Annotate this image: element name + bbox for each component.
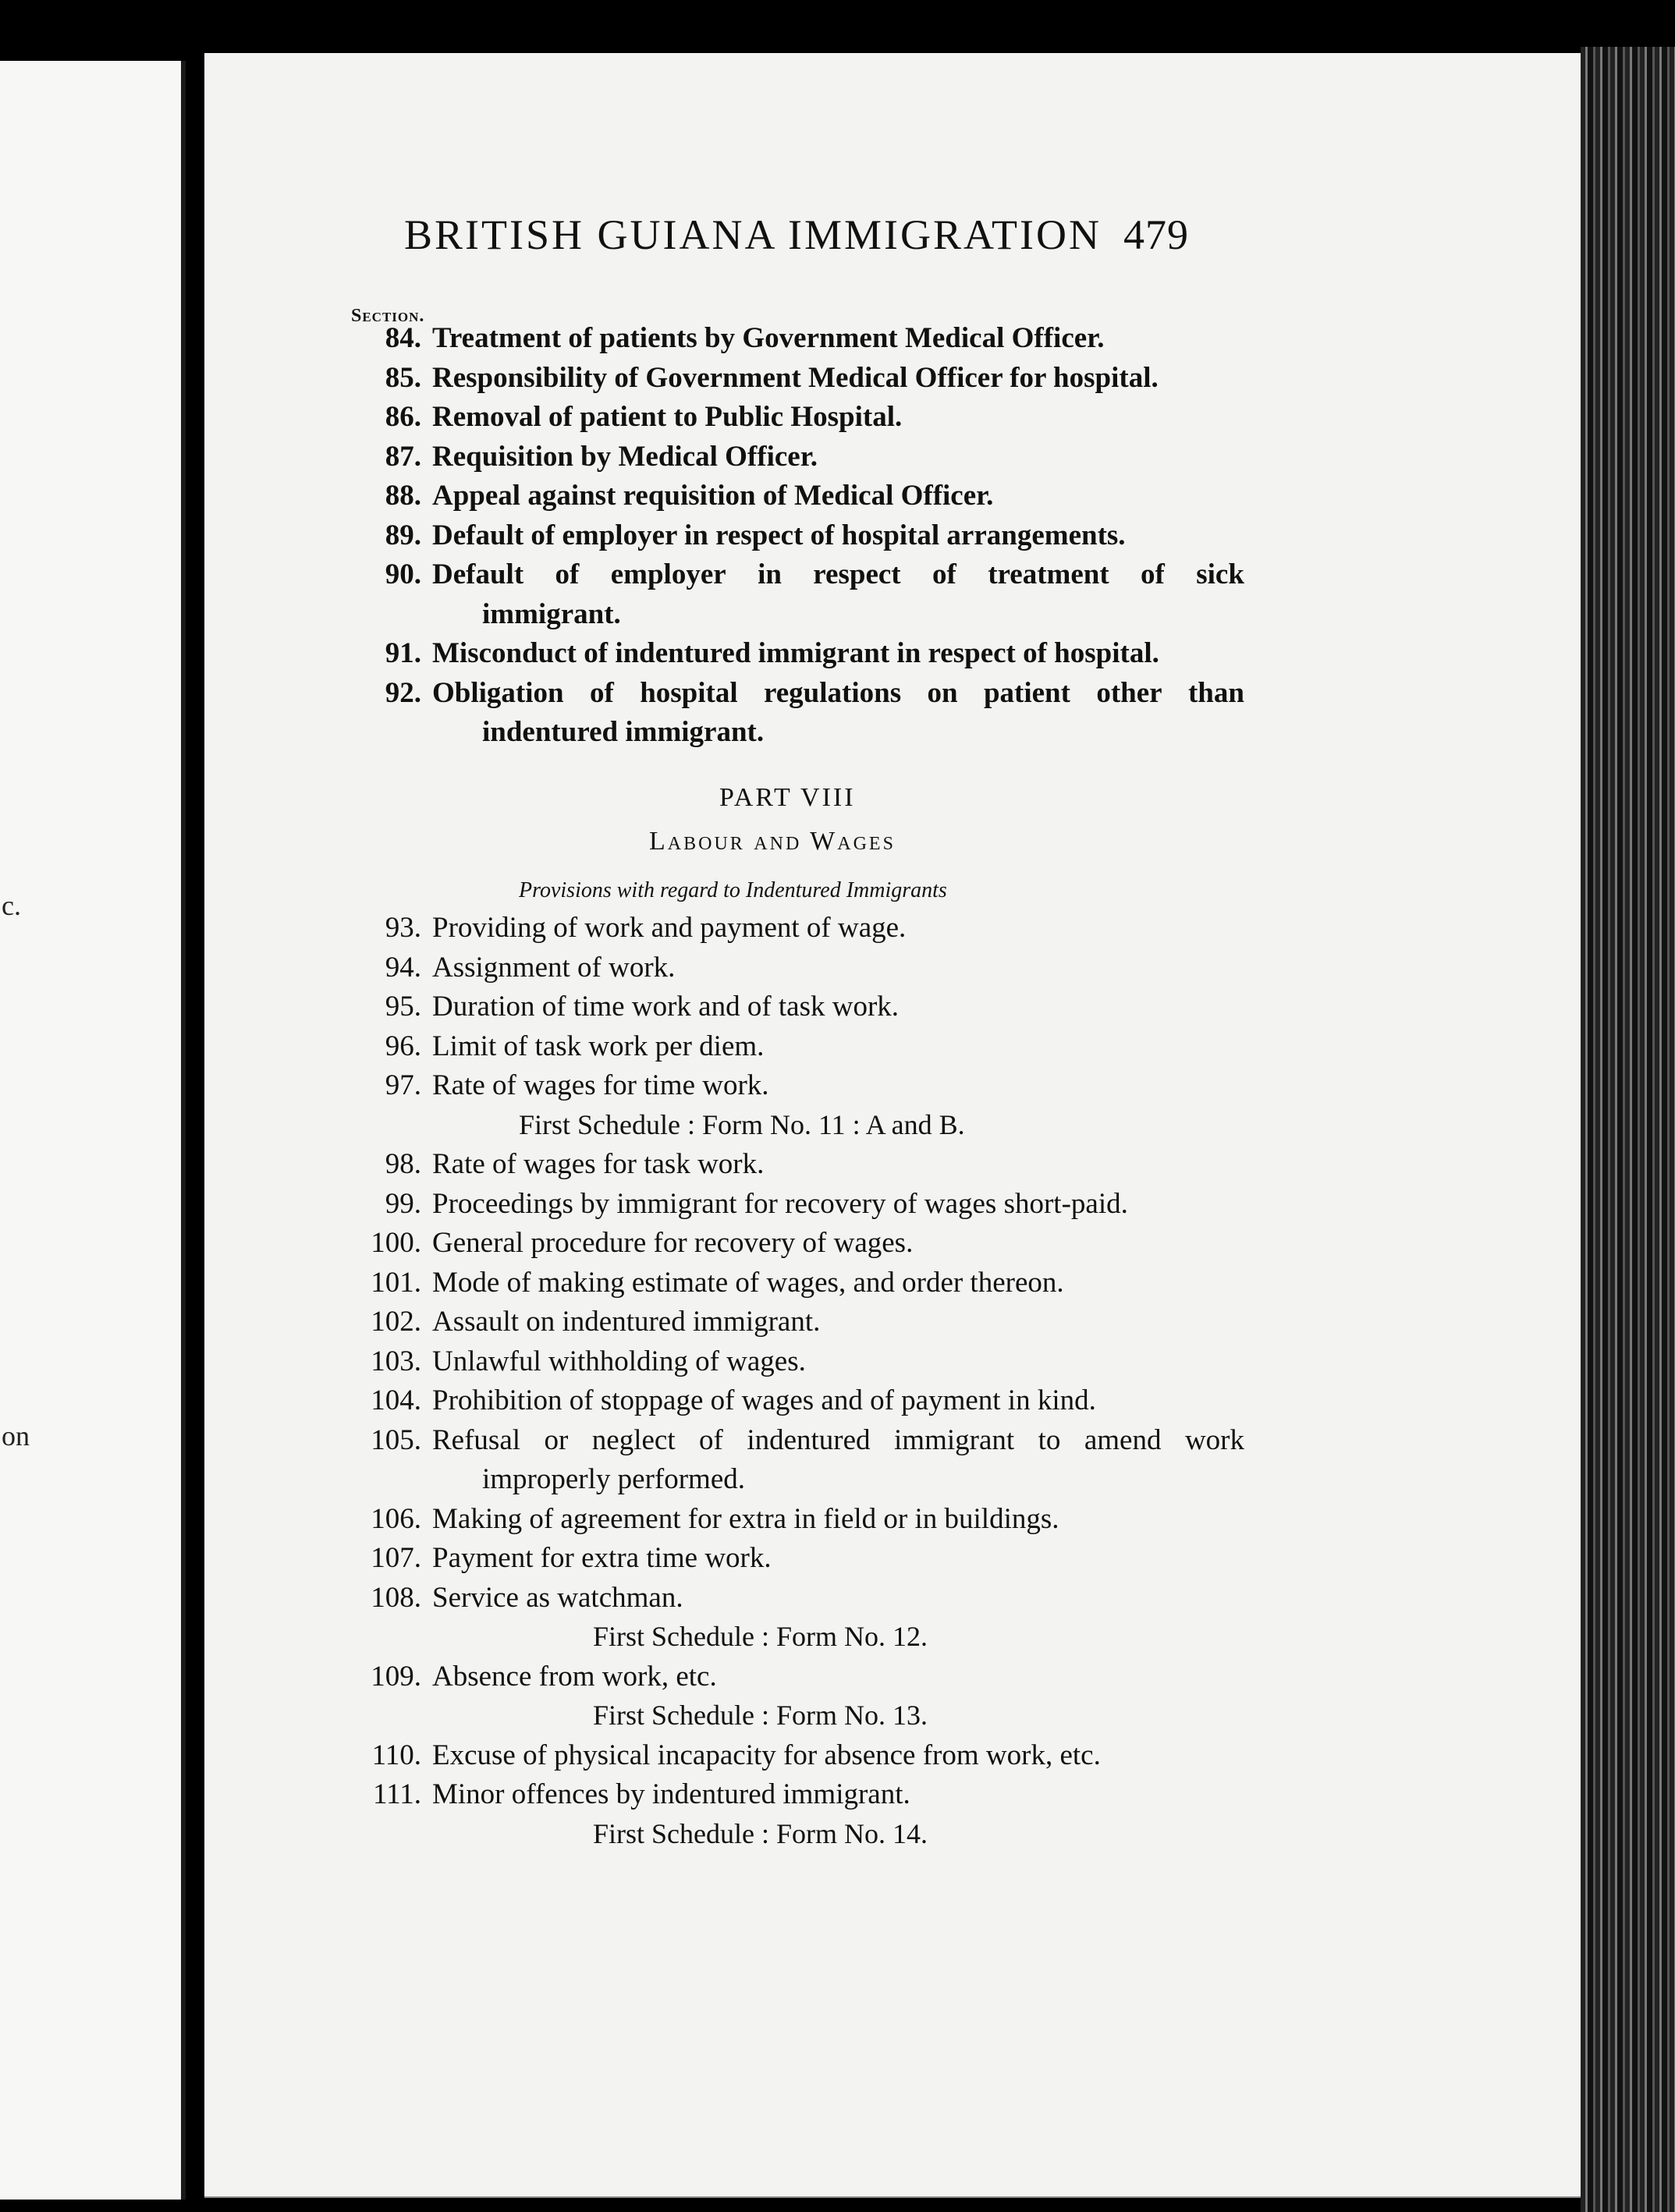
section-title: Providing of work and payment of wage. <box>432 912 907 944</box>
provisions-subheading: Provisions with regard to Indentured Immigrants <box>519 878 947 902</box>
section-title: Limit of task work per diem. <box>432 1030 765 1062</box>
section-number: 86. <box>385 401 421 433</box>
section-number: 109. <box>371 1660 421 1693</box>
section-number: 105. <box>371 1423 421 1456</box>
word: of <box>699 1423 723 1456</box>
section-number: 94. <box>385 951 421 984</box>
section-number: 85. <box>385 361 421 394</box>
word: respect <box>813 558 901 590</box>
section-title: Removal of patient to Public Hospital. <box>432 401 903 433</box>
section-title <box>432 676 1244 710</box>
word: immigrant <box>894 1423 1015 1456</box>
running-title: BRITISH GUIANA IMMIGRATION <box>404 211 1102 258</box>
section-title: Absence from work, etc. <box>432 1660 717 1693</box>
word: of <box>589 676 614 709</box>
word: or <box>544 1423 569 1456</box>
word: other <box>1096 676 1162 709</box>
section-label: Section. <box>351 306 425 326</box>
section-title: Prohibition of stoppage of wages and of payment in kind. <box>432 1384 1096 1416</box>
word: hospital <box>640 676 738 709</box>
section-number: 107. <box>371 1542 421 1574</box>
section-number: 96. <box>385 1030 421 1062</box>
section-number: 87. <box>385 440 421 473</box>
word: Default <box>432 558 524 590</box>
section-title: Mode of making estimate of wages, and order thereon. <box>432 1266 1064 1299</box>
word: sick <box>1196 558 1244 590</box>
section-title: Minor offences by indentured immigrant. <box>432 1778 910 1810</box>
section-title: Service as watchman. <box>432 1581 683 1614</box>
section-number: 108. <box>371 1581 421 1614</box>
word: of <box>555 558 580 590</box>
section-number: 91. <box>385 637 421 669</box>
section-title: Rate of wages for task work. <box>432 1148 765 1180</box>
section-title: Appeal against requisition of Medical Officer. <box>432 480 994 512</box>
schedule-reference: First Schedule : Form No. 12. <box>593 1621 928 1652</box>
section-number: 104. <box>371 1384 421 1416</box>
section-title-continuation: immigrant. <box>482 597 621 630</box>
section-number: 100. <box>371 1227 421 1259</box>
word: neglect <box>591 1423 676 1456</box>
section-title: Excuse of physical incapacity for absence from work, etc. <box>432 1739 1101 1771</box>
section-number: 84. <box>385 322 421 354</box>
section-title: Payment for extra time work. <box>432 1542 772 1574</box>
section-number: 106. <box>371 1502 421 1535</box>
word: regulations <box>764 676 902 709</box>
section-title: Duration of time work and of task work. <box>432 991 900 1023</box>
part-title: Labour and Wages <box>649 827 896 856</box>
word: than <box>1187 676 1244 709</box>
section-title: Misconduct of indentured immigrant in respect of hospital. <box>432 637 1159 669</box>
section-number: 98. <box>385 1148 421 1180</box>
word: on <box>927 676 958 709</box>
section-title: Default of employer in respect of hospital arrangements. <box>432 519 1126 551</box>
page-edge-line <box>204 2196 1581 2198</box>
running-header <box>404 211 1189 259</box>
section-title: Requisition by Medical Officer. <box>432 440 818 473</box>
word: patient <box>983 676 1070 709</box>
section-number: 102. <box>371 1306 421 1338</box>
section-number: 90. <box>385 558 421 590</box>
section-title-continuation: indentured immigrant. <box>482 716 765 748</box>
section-number: 92. <box>385 676 421 709</box>
section-number: 101. <box>371 1266 421 1299</box>
word: treatment <box>988 558 1109 590</box>
section-title-continuation: improperly performed. <box>482 1463 745 1495</box>
book-edge <box>1581 47 1675 2212</box>
schedule-reference: First Schedule : Form No. 11 : A and B. <box>519 1108 965 1140</box>
section-number: 95. <box>385 991 421 1023</box>
section-title: Proceedings by immigrant for recovery of wages short-paid. <box>432 1187 1128 1220</box>
section-title: Responsibility of Government Medical Officer for hospital. <box>432 361 1159 394</box>
part-heading: PART VIII <box>719 783 856 812</box>
section-title: Unlawful withholding of wages. <box>432 1345 806 1377</box>
word: of <box>1141 558 1165 590</box>
word: employer <box>610 558 726 590</box>
word: amend <box>1084 1423 1162 1456</box>
section-number: 110. <box>371 1739 421 1771</box>
word: indentured <box>747 1423 871 1456</box>
section-title: Making of agreement for extra in field or in buildings. <box>432 1502 1059 1535</box>
section-number: 99. <box>385 1187 421 1220</box>
section-number: 111. <box>372 1778 421 1810</box>
word: to <box>1038 1423 1061 1456</box>
section-title <box>432 558 1244 591</box>
section-number: 89. <box>385 519 421 551</box>
section-title: Treatment of patients by Government Medical Officer. <box>432 322 1105 354</box>
schedule-reference: First Schedule : Form No. 14. <box>593 1817 928 1849</box>
section-title: Rate of wages for time work. <box>432 1069 769 1101</box>
section-title: Assault on indentured immigrant. <box>432 1306 821 1338</box>
section-title <box>432 1423 1244 1457</box>
word: in <box>758 558 782 590</box>
section-number: 93. <box>385 912 421 944</box>
section-number: 103. <box>371 1345 421 1377</box>
section-title: General procedure for recovery of wages. <box>432 1227 914 1259</box>
word: of <box>932 558 956 590</box>
facing-page <box>0 61 186 2200</box>
facing-page-fragment: on <box>2 1420 30 1452</box>
facing-page-fragment: c. <box>2 890 21 921</box>
section-number: 97. <box>385 1069 421 1101</box>
word: work <box>1184 1423 1244 1456</box>
section-number: 88. <box>385 480 421 512</box>
schedule-reference: First Schedule : Form No. 13. <box>593 1700 928 1731</box>
word: Refusal <box>432 1423 521 1456</box>
section-title: Assignment of work. <box>432 951 676 984</box>
page-number: 479 <box>1123 211 1189 258</box>
word: Obligation <box>432 676 564 709</box>
